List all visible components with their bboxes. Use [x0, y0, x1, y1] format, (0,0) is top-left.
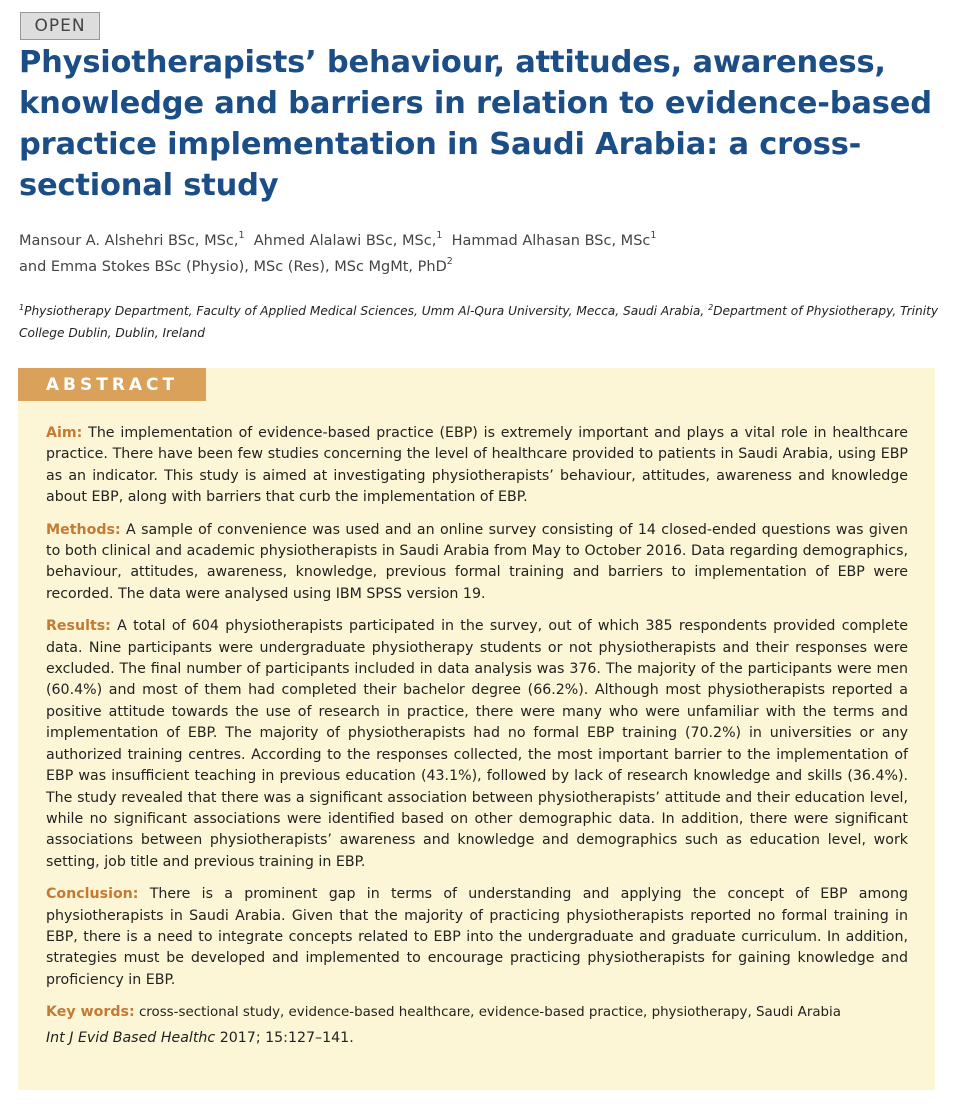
affiliation-marker: 1 [436, 230, 443, 241]
affiliation-text: Physiotherapy Department, Faculty of Applied Medical Sciences, Umm Al-Qura University, Mecca, Saudi Arabia, [24, 304, 709, 318]
abstract-heading: ABSTRACT [18, 368, 206, 401]
affiliations [19, 300, 944, 344]
abstract-aim [46, 423, 908, 509]
citation [46, 1028, 908, 1049]
journal-name: Int J Evid Based Healthc [46, 1029, 216, 1046]
section-text: The implementation of evidence-based practice (EBP) is extremely important and plays a vital role in healthcare practice. There have been few studies concerning the level of healthcare provided to patients in Saudi Arabia, using EBP as an indicator. This study is aimed at investigating physiotherapists’ behaviour, attitudes, awareness and knowledge about EBP, along with barriers that curb the implementation of EBP. [46, 425, 908, 506]
abstract-results [46, 616, 908, 873]
section-text: There is a prominent gap in terms of understanding and applying the concept of EBP among physiotherapists in Saudi Arabia. Given that the majority of practicing physiotherapists reported no formal training in EBP, there is a need to integrate concepts related to EBP into the undergraduate and graduate curriculum. In addition, strategies must be developed and implemented to encourage practicing physiotherapists for gaining knowledge and proficiency in EBP. [46, 886, 908, 988]
author-name: Hammad Alhasan BSc, MSc [451, 233, 651, 249]
affiliation-marker: 1 [238, 230, 245, 241]
abstract-conclusion [46, 884, 908, 991]
affiliation-number: 2 [708, 303, 714, 312]
author-name: Ahmed Alalawi BSc, MSc, [253, 233, 437, 249]
abstract-box [18, 368, 935, 1090]
affiliation-number: 1 [19, 303, 25, 312]
abstract-methods [46, 520, 908, 606]
section-text: A sample of convenience was used and an online survey consisting of 14 closed-ended questions was given to both clinical and academic physiotherapists in Saudi Arabia from May to October 2016. Data regarding demographics, behaviour, attitudes, awareness, knowledge, previous formal training and barriers to implementation of EBP were recorded. The data were analysed using IBM SPSS version 19. [46, 521, 908, 602]
affiliation-text: Department of Physiotherapy, Trinity College Dublin, Dublin, Ireland [19, 304, 939, 340]
abstract-keywords [46, 1002, 908, 1023]
citation-details: 2017; 15:127–141. [215, 1029, 354, 1046]
section-text: A total of 604 physiotherapists participated in the survey, out of which 385 respondents provided complete data. Nine participants were undergraduate physiotherapy students or not physiotherapists and their responses were excluded. The final number of participants included in data analysis was 376. The majority of the participants were men (60.4%) and most of them had completed their bachelor degree (66.2%). Although most physiotherapists reported a positive attitude towards the use of research in practice, there were many who were unfamiliar with the terms and implementation of EBP. The majority of physiotherapists had no formal EBP training (70.2%) in universities or any authorized training centres. According to the responses collected, the most important barrier to the implementation of EBP was insufficient teaching in previous education (43.1%), followed by lack of research knowledge and skills (36.4%). The study revealed that there was a significant association between physiotherapists’ attitude and their education level, while no significant associations were identified based on other demographic data. In addition, there were significant associations between physiotherapists’ awareness and knowledge and demographics such as education level, work setting, job title and previous training in EBP. [46, 618, 908, 870]
keywords-text: cross-sectional study, evidence-based healthcare, evidence-based practice, physiotherapy, Saudi Arabia [134, 1005, 841, 1021]
author-name: and Emma Stokes BSc (Physio), MSc (Res), MSc MgMt, PhD [19, 259, 447, 275]
section-label: Aim: [46, 425, 83, 441]
article-title: Physiotherapists’ behaviour, attitudes, awareness, knowledge and barriers in relation to evidence-based practice implementation in Saudi Arabia: a cross-sectional study [19, 45, 932, 203]
section-label: Methods: [46, 521, 121, 538]
section-label: Results: [46, 618, 111, 635]
section-label: Conclusion: [46, 886, 139, 903]
author-name: Mansour A. Alshehri BSc, MSc, [19, 233, 239, 249]
author-list [19, 228, 939, 280]
affiliation-marker: 1 [650, 230, 657, 241]
affiliation-marker: 2 [446, 256, 453, 267]
abstract-body [46, 423, 908, 1060]
section-label: Key words: [46, 1004, 135, 1021]
open-access-badge: OPEN [20, 12, 100, 40]
